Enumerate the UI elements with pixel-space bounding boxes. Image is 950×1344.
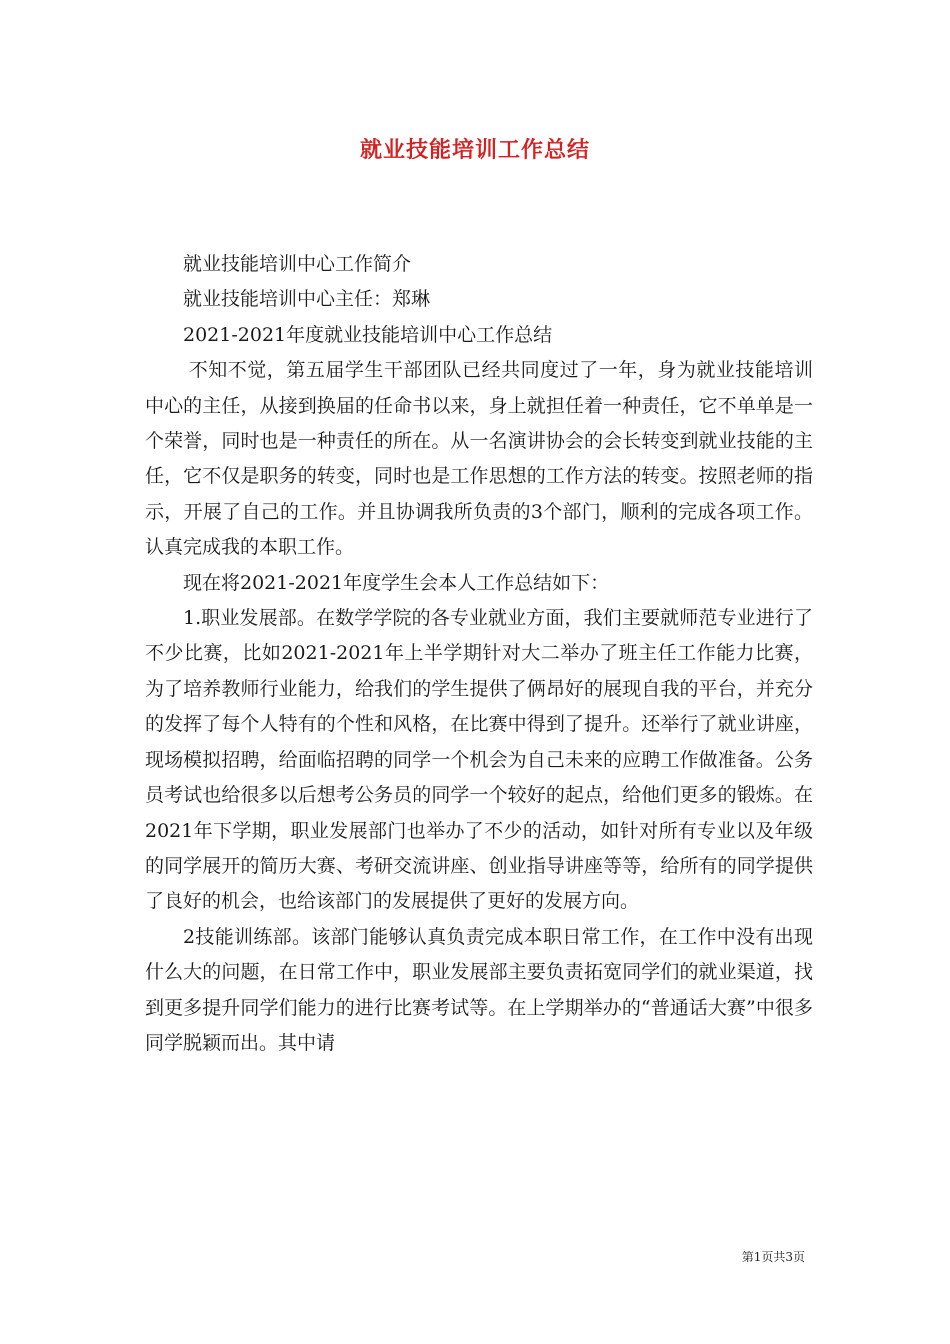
paragraph-summary-intro: 现在将2021-2021年度学生会本人工作总结如下： xyxy=(183,571,610,594)
document-title: 就业技能培训工作总结 xyxy=(359,137,590,163)
paragraph-director: 就业技能培训中心主任：郑琳 xyxy=(183,288,431,311)
paragraph-career-dept: 1.职业发展部。在数学学院的各专业就业方面，我们主要就师范专业进行了不少比赛，比如2021-2021年上半学期针对大二举办了班主任工作能力比赛，为了培养教师行业能力，给我们的学生提供了俩昂好的展现自我的平台，并充分的发挥了每个人特有的个性和风格，在比赛中得到了提升。还举行了就业讲座，现场模拟招聘，给面临招聘的同学一个机会为自己未来的应聘工作做准备。公务员考试也给很多以后想考公务员的同学一个较好的起点，给他们更多的锻炼。在2021年下学期，职业发展部门也举办了不少的活动，如针对所有专业以及年级的同学展开的简历大赛、考研交流讲座、创业指导讲座等等，给所有的同学提供了良好的机会，也给该部门的发展提供了更好的发展方向。 xyxy=(145,607,813,913)
paragraph-intro-heading: 就业技能培训中心工作简介 xyxy=(183,253,412,275)
paragraph-skills-dept: 2技能训练部。该部门能够认真负责完成本职日常工作，在工作中没有出现什么大的问题，在日常工作中，职业发展部主要负责拓宽同学们的就业渠道，找到更多提升同学们能力的进行比赛考试等。在上学期举办的“普通话大赛”中很多同学脱颖而出。其中请 xyxy=(145,925,813,1054)
document-body xyxy=(145,247,813,1061)
paragraph-summary-heading: 2021-2021年度就业技能培训中心工作总结 xyxy=(183,323,553,346)
paragraph-opening: 不知不觉，第五届学生干部团队已经共同度过了一年，身为就业技能培训中心的主任，从接到换届的任命书以来，身上就担任着一种责任，它不单单是一个荣誉，同时也是一种责任的所在。从一名演讲协会的会长转变到就业技能的主任，它不仅是职务的转变，同时也是工作思想的工作方法的转变。按照老师的指示，开展了自己的工作。并且协调我所负责的3个部门，顺利的完成各项工作。认真完成我的本职工作。 xyxy=(145,359,813,559)
page-number: 第1页共3页 xyxy=(741,1250,805,1264)
